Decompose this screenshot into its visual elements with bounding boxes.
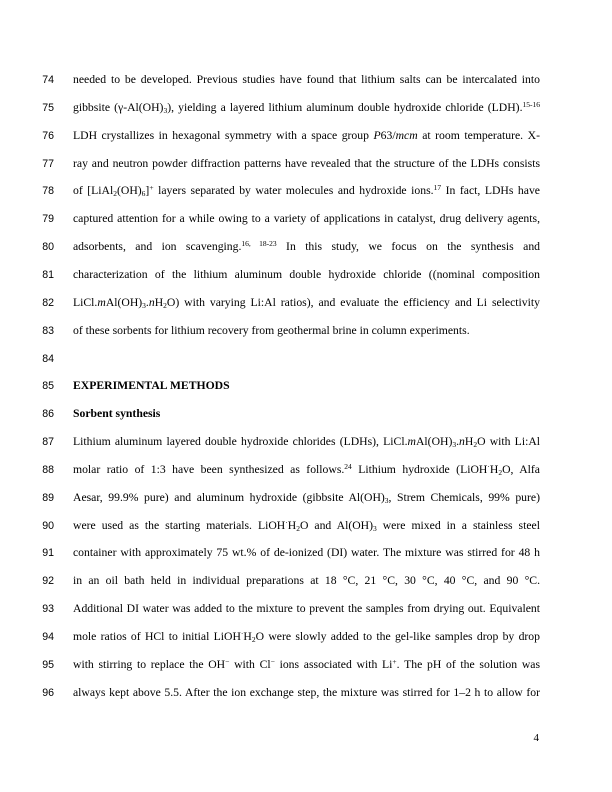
text-run: O and Al(OH) [299,518,373,532]
italic-text: n [459,435,465,449]
text-run: H [464,435,474,449]
superscript: · [487,462,490,471]
text-run: captured attention for a while owing to a variety of applications in catalyst, drug delivery agents, [73,212,540,226]
text-run: container with approximately 75 wt.% of de-ionized (DI) water. The mixture was stirred for 48 h [73,546,540,560]
text-run: LiCl. [73,295,98,309]
line-number: 84 [42,352,54,365]
subscript: 3 [384,495,389,505]
line-number: 86 [42,408,54,421]
text-run: molar ratio of 1:3 have been synthesized as follows. [73,462,345,476]
italic-text: mcm [395,128,418,142]
text-run: (OH) [117,184,142,198]
superscript: − [270,657,275,666]
subscript: 3 [142,300,146,310]
italic-text: m [407,435,416,449]
superscript: − [225,657,230,666]
line-number: 91 [42,547,54,560]
superscript: · [285,518,288,527]
text-line [73,602,540,616]
text-run: . [456,435,460,449]
text-run: H [489,462,499,476]
line-number: 95 [42,658,54,671]
superscript: 17 [433,184,442,193]
text-line [73,324,540,338]
line-number: 92 [42,575,54,588]
line-number: 88 [42,463,54,476]
text-run: H [287,518,297,532]
subscript: 3 [372,523,377,533]
text-run: ray and neutron powder diffraction patterns have revealed that the structure of the LDHs consists [73,156,540,170]
text-run: layers separated by water molecules and hydroxide ions. [153,184,434,198]
text-run: Aesar, 99.9% pure) and aluminum hydroxide (gibbsite Al(OH) [73,490,385,504]
italic-text: P [373,128,381,142]
text-line [73,101,540,115]
text-run: characterization of the lithium aluminum double hydroxide chloride ((nominal composition [73,267,540,281]
line-number: 77 [42,157,54,170]
text-run: of these sorbents for lithium recovery from geothermal brine in column experiments. [73,323,470,337]
text-run: of [LiAl [73,184,114,198]
subscript: 2 [113,189,117,199]
subscript: 2 [251,635,256,644]
text-run: mole ratios of HCl to initial LiOH [73,630,241,643]
text-run: ions associated with Li [274,657,393,671]
line-number: 78 [42,185,54,198]
text-line [73,157,540,171]
superscript: · [240,630,244,638]
line-number: 87 [42,436,54,449]
text-run: with Cl [229,657,271,671]
line-number: 93 [42,603,54,616]
text-line [73,379,540,393]
text-run: were mixed in a stainless steel [376,518,540,532]
line-number: 81 [42,268,54,281]
text-run: O were slowly added to the gel-like samples drop by drop [255,630,540,643]
text-run: H [243,630,252,643]
text-run: H [154,295,164,309]
text-run: 63/ [380,128,396,142]
text-line [73,184,540,198]
subscript: 2 [498,467,503,477]
text-run: at room temperature. X- [417,128,540,142]
text-run: . The pH of the solution was [396,657,540,671]
text-line [73,630,540,644]
line-number: 76 [42,129,54,142]
subscript: 6 [141,189,146,199]
line-number: 80 [42,241,54,254]
section-heading: EXPERIMENTAL METHODS [73,379,230,393]
text-line [73,407,540,421]
line-number: 74 [42,74,54,86]
text-line [73,686,540,700]
line-number: 75 [42,101,54,114]
superscript: 15-16 [522,100,540,109]
text-run: Additional DI water was added to the mixture to prevent the samples from drying out. Equivalent [73,602,540,616]
line-number: 79 [42,213,54,226]
italic-text: n [148,295,155,309]
text-line [73,658,540,672]
text-run: with stirring to replace the OH [73,657,226,671]
subscript: 2 [296,523,300,533]
text-run: O) with varying Li:Al ratios), and evaluate the efficiency and Li selectivity [166,295,540,309]
text-run: O with Li:Al [477,435,540,449]
superscript: + [149,184,154,193]
text-run: LDH crystallizes in hexagonal symmetry with a space group [73,128,374,142]
superscript: 16, 18-23 [241,240,277,249]
text-run: Al(OH) [105,295,143,309]
text-run: In this study, we focus on the synthesis and [276,240,540,254]
line-number: 82 [42,296,54,309]
superscript: 24 [344,462,352,471]
text-line [73,463,540,477]
text-run: were used as the starting materials. LiOH [73,518,286,532]
text-run: Lithium aluminum layered double hydroxide chlorides (LDHs), LiCl. [73,435,408,449]
subscript: 2 [163,300,167,310]
text-run: needed to be developed. Previous studies have found that lithium salts can be intercalated into [73,73,540,86]
superscript: + [392,657,397,666]
text-run: always kept above 5.5. After the ion exchange step, the mixture was stirred for 1–2 h to allow for [73,685,540,699]
text-run: adsorbents, and ion scavenging. [73,240,242,254]
line-number: 83 [42,324,54,337]
subscript: 3 [452,440,457,450]
text-line [73,268,540,282]
text-line [73,296,540,310]
italic-text: m [97,295,106,309]
text-line [73,574,540,588]
text-line [73,435,540,449]
text-line [73,212,540,226]
text-run: , Strem Chemicals, 99% pure) [388,490,540,504]
line-number: 96 [42,686,54,699]
line-number: 89 [42,491,54,504]
text-line [73,73,540,87]
text-line [73,546,540,560]
line-number: 90 [42,519,54,532]
text-run: in an oil bath held in individual preparations at 18 °C, 21 °C, 30 °C, 40 °C, and 90 °C. [73,574,540,588]
text-run: O, Alfa [502,462,540,476]
text-run: gibbsite (γ-Al(OH) [73,100,164,114]
text-line [73,129,540,143]
section-heading: Sorbent synthesis [73,407,161,421]
text-run: Lithium hydroxide (LiOH [351,462,488,476]
text-line [73,240,540,254]
text-run: . [145,295,149,309]
subscript: 3 [163,105,168,115]
line-number: 94 [42,631,54,643]
text-line [73,519,540,533]
text-run: In fact, LDHs have [441,184,540,198]
text-run: Al(OH) [415,435,453,449]
text-line [73,491,540,505]
text-run: ] [145,184,150,198]
line-number: 85 [42,380,54,393]
subscript: 2 [473,440,478,450]
text-run: ), yielding a layered lithium aluminum double hydroxide chloride (LDH). [167,100,523,114]
page-number: 4 [533,732,539,744]
